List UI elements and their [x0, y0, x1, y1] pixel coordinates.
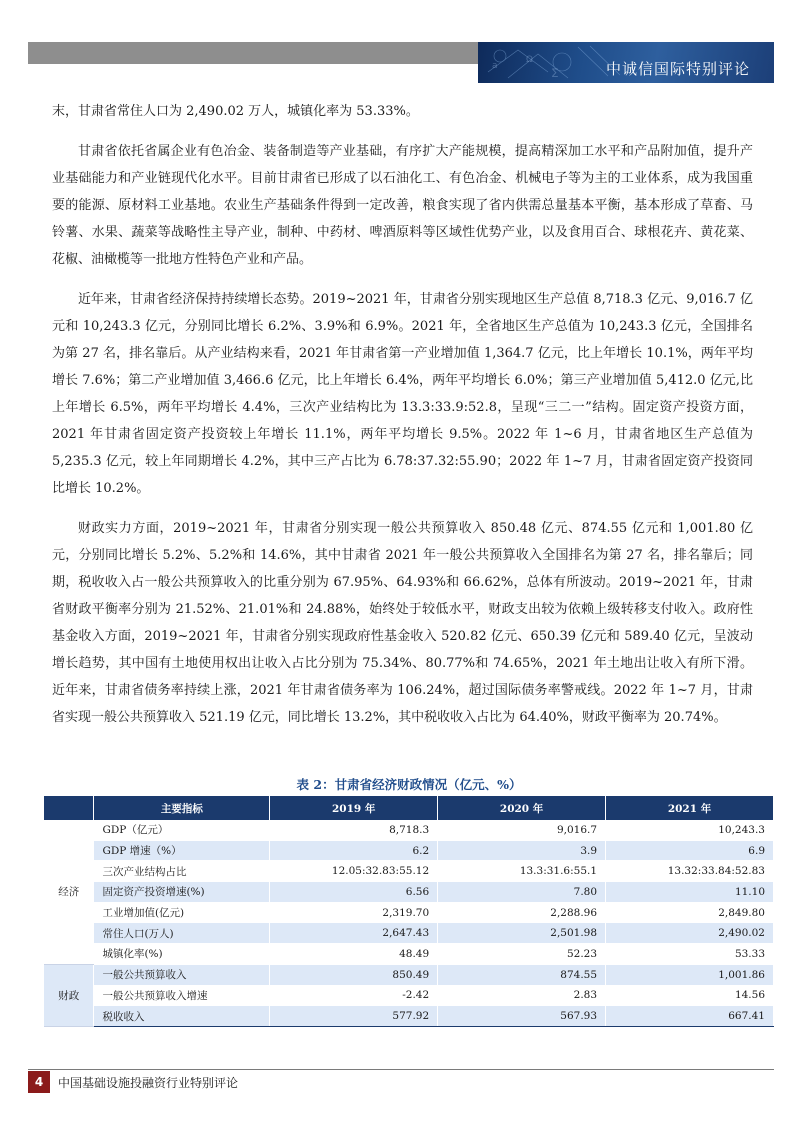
- paragraph-industry: 甘肃省依托省属企业有色冶金、装备制造等产业基础，有序扩大产能规模，提高精深加工水平和产品附加值，提升产业基础能力和产业链现代化水平。目前甘肃省已形成了以石油化工、有色冶金、机械电子等为主的工业体系，成为我国重要的能源、原材料工业基地。农业生产基础条件得到一定改善，粮食实现了省内供需总量基本平衡，基本形成了草畜、马铃薯、水果、蔬菜等战略性主导产业，制种、中药材、啤酒原料等区域性优势产业，以及食用百合、球根花卉、黄花菜、花椒、油橄榄等一批地方性特色产业和产品。: [52, 144, 753, 267]
- table-row: [44, 820, 774, 840]
- cell-2020: 2.83: [438, 985, 606, 1006]
- cell-2020: 2,288.96: [438, 902, 606, 923]
- header-banner: [478, 42, 774, 83]
- table-row: [44, 944, 774, 965]
- table-row: [44, 902, 774, 923]
- cell-2020: 2,501.98: [438, 923, 606, 944]
- table-row: [44, 861, 774, 882]
- footer-title: 中国基础设施投融资行业特别评论: [58, 1076, 239, 1090]
- cell-2019: 2,647.43: [270, 923, 438, 944]
- paragraph-finance: 财政实力方面，2019~2021 年，甘肃省分别实现一般公共预算收入 850.48 亿元、874.55 亿元和 1,001.80 亿元，分别同比增长 5.2%、5.2%和 14.6%，其中甘肃省 2021 年一般公共预算收入全国排名为第 27 名，排名靠后；同期，税收收入占一般公共预算收入的比重分别为 67.95%、64.93%和 66.62%，总体有所波动。2019~2021 年，甘肃省财政平衡率分别为 21.52%、21.01%和 24.88%，始终处于较低水平，财政支出较为依赖上级转移支付收入。政府性基金收入方面，2019~2021 年，甘肃省分别实现政府性基金收入 520.82 亿元、650.39 亿元和 589.40 亿元，呈波动增长趋势，其中国有土地使用权出让收入占比分别为 75.34%、80.77%和 74.65%，2021 年土地出让收入有所下滑。近年来，甘肃省债务率持续上涨，2021 年甘肃省债务率为 106.24%，超过国际债务率警戒线。2022 年 1~7 月，甘肃省实现一般公共预算收入 521.19 亿元，同比增长 13.2%，其中税收收入占比为 64.40%，财政平衡率为 20.74%。: [52, 521, 753, 725]
- svg-text:Ω: Ω: [526, 55, 533, 65]
- group-label-finance: 财政: [44, 964, 94, 1026]
- row-label: GDP（亿元）: [94, 820, 270, 840]
- group-label-economy: 经济: [44, 820, 94, 964]
- row-label: 工业增加值(亿元): [94, 902, 270, 923]
- cell-2020: 13.3:31.6:55.1: [438, 861, 606, 882]
- table-row: [44, 923, 774, 944]
- row-label: 三次产业结构占比: [94, 861, 270, 882]
- table-header-row: [44, 796, 774, 820]
- cell-2019: 8,718.3: [270, 820, 438, 840]
- svg-text:∑: ∑: [552, 68, 559, 78]
- table-header-2020: 2020 年: [438, 796, 606, 820]
- table-header-group: [44, 796, 94, 820]
- cell-2021: 667.41: [606, 1006, 774, 1027]
- table-row: [44, 985, 774, 1006]
- cell-2019: 577.92: [270, 1006, 438, 1027]
- row-label: GDP 增速（%）: [94, 840, 270, 861]
- cell-2019: 850.49: [270, 964, 438, 985]
- cell-2021: 6.9: [606, 840, 774, 861]
- row-label: 固定资产投资增速(%): [94, 882, 270, 903]
- page-number: 4: [28, 1071, 50, 1093]
- header-gray-bar: [28, 42, 478, 64]
- cell-2021: 2,849.80: [606, 902, 774, 923]
- cell-2019: 6.56: [270, 882, 438, 903]
- table-row: [44, 1006, 774, 1027]
- cell-2020: 3.9: [438, 840, 606, 861]
- cell-2021: 10,243.3: [606, 820, 774, 840]
- row-label: 城镇化率(%): [94, 944, 270, 965]
- cell-2020: 52.23: [438, 944, 606, 965]
- cell-2020: 874.55: [438, 964, 606, 985]
- cell-2019: 48.49: [270, 944, 438, 965]
- cell-2019: 6.2: [270, 840, 438, 861]
- svg-text:a: a: [492, 61, 498, 71]
- table-header-2019: 2019 年: [270, 796, 438, 820]
- cell-2021: 13.32:33.84:52.83: [606, 861, 774, 882]
- header-title: 中诚信国际特别评论: [605, 60, 750, 78]
- row-label: 一般公共预算收入增速: [94, 985, 270, 1006]
- paragraph-economy: 近年来，甘肃省经济保持持续增长态势。2019~2021 年，甘肃省分别实现地区生产总值 8,718.3 亿元、9,016.7 亿元和 10,243.3 亿元，分别同比增长 6.2%、3.9%和 6.9%。2021 年，全省地区生产总值为 10,243.3 亿元，全国排名为第 27 名，排名靠后。从产业结构来看，2021 年甘肃省第一产业增加值 1,364.7 亿元，比上年增长 10.1%，两年平均增长 7.6%；第二产业增加值 3,466.6 亿元，比上年增长 6.4%，两年平均增长 6.0%；第三产业增加值 5,412.0 亿元,比上年增长 6.5%，两年平均增长 4.4%，三次产业结构比为 13.3:33.9:52.8，呈现“三二一”结构。固定资产投资方面，2021 年甘肃省固定资产投资较上年增长 11.1%，两年平均增长 9.5%。2022 年 1~6 月，甘肃省地区生产总值为 5,235.3 亿元，较上年同期增长 4.2%，其中三产占比为 6.78:37.32:55.90；2022 年 1~7 月，甘肃省固定资产投资同比增长 10.2%。: [52, 292, 753, 496]
- table-row: [44, 964, 774, 985]
- row-label: 常住人口(万人): [94, 923, 270, 944]
- cell-2020: 9,016.7: [438, 820, 606, 840]
- table-header-2021: 2021 年: [606, 796, 774, 820]
- row-label: 税收收入: [94, 1006, 270, 1027]
- cell-2020: 7.80: [438, 882, 606, 903]
- cell-2021: 2,490.02: [606, 923, 774, 944]
- cell-2021: 11.10: [606, 882, 774, 903]
- cell-2019: -2.42: [270, 985, 438, 1006]
- table-title: 表 2：甘肃省经济财政情况（亿元、%）: [296, 777, 522, 792]
- cell-2021: 53.33: [606, 944, 774, 965]
- table-header-indicator: 主要指标: [94, 796, 270, 820]
- table-row: [44, 840, 774, 861]
- body-content: [52, 98, 753, 744]
- row-label: 一般公共预算收入: [94, 964, 270, 985]
- cell-2020: 567.93: [438, 1006, 606, 1027]
- cell-2019: 12.05:32.83:55.12: [270, 861, 438, 882]
- footer-divider: [28, 1069, 774, 1070]
- cell-2021: 14.56: [606, 985, 774, 1006]
- cell-2021: 1,001.86: [606, 964, 774, 985]
- table-row: [44, 882, 774, 903]
- paragraph-population: 末，甘肃省常住人口为 2,490.02 万人，城镇化率为 53.33%。: [52, 104, 419, 119]
- cell-2019: 2,319.70: [270, 902, 438, 923]
- economy-finance-table: [44, 796, 774, 1027]
